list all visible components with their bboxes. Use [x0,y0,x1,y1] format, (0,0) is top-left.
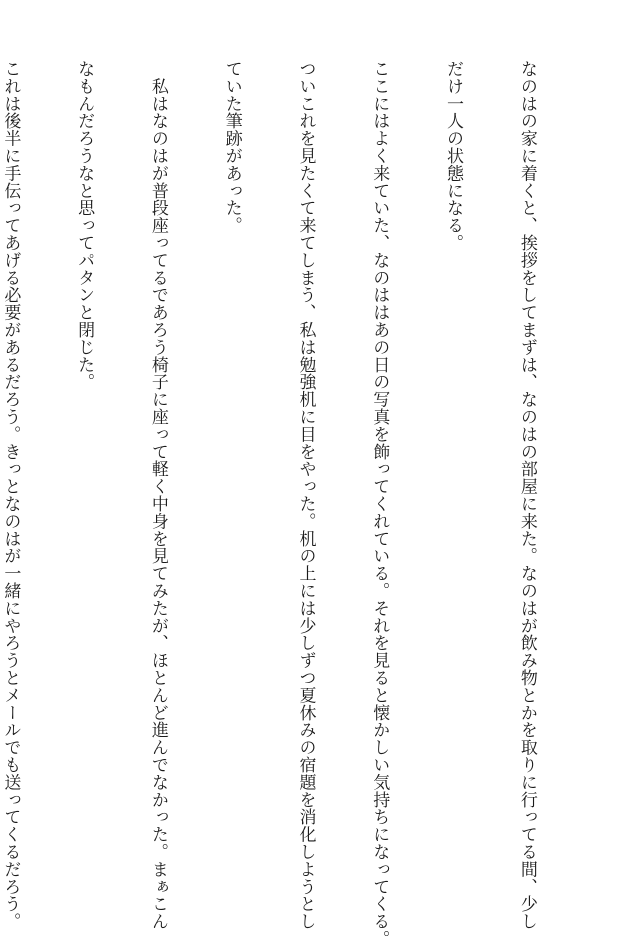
text-column: ついこれを見たくて来てしまう、私は勉強机に目をやった。机の上には少しずつ夏休みの宿題を消化しようとし [295,60,316,930]
text-column: なもんだろうなと思ってパタンと閉じた。 [74,60,95,391]
text-column: だけ一人の状態になる。 [443,60,464,252]
text-column: 私はなのはが普段座ってるであろう椅子に座って軽く中身を見てみたが、ほとんど進んでなかった。まぁこん [147,60,168,930]
text-column: なのはの家に着くと、挨拶をしてまずは、なのはの部屋に来た。なのはが飲み物とかを取りに行ってる間、少し [516,60,537,930]
vertical-text-body [0,60,588,947]
text-column: これは後半に手伝ってあげる必要があるだろう。きっとなのはが一緒にやろうとメールでも送ってくるだろう。 [0,60,21,930]
text-column: ここにはよく来ていた、なのははあの日の写真を飾ってくれている。それを見ると懐かしい気持ちになってくる。 [369,60,390,947]
text-column: ていた筆跡があった。 [221,60,242,234]
